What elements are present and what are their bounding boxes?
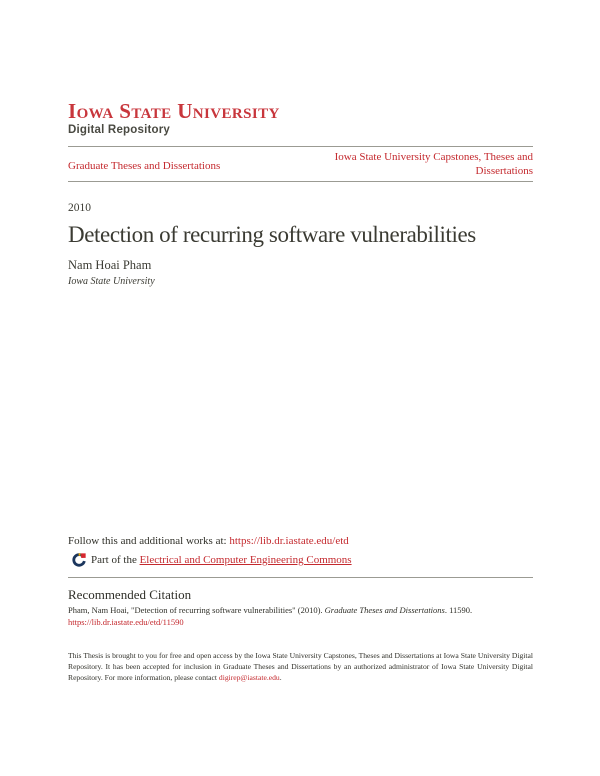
part-of-line [72, 553, 352, 567]
logo-university-name: Iowa State University [68, 99, 280, 123]
statement-period: . [279, 673, 282, 682]
contact-email-link[interactable]: digirep@iastate.edu [218, 673, 280, 682]
commons-link[interactable]: Electrical and Computer Engineering Commons [139, 554, 352, 566]
citation-before-italic: Pham, Nam Hoai, "Detection of recurring software vulnerabilities" (2010). [68, 605, 325, 615]
statement-text: This Thesis is brought to you for free and open access by the Iowa State University Capstones, Theses and Dissertations at Iowa State University Digital Repository. It has been accepted for inclusion in Graduate Theses and Dissertations by an authorized administrator of Iowa State University Digital Repository. For more information, please contact [68, 651, 533, 682]
publication-year: 2010 [68, 202, 91, 214]
digital-commons-icon [72, 553, 86, 567]
logo-subtitle: Digital Repository [68, 124, 171, 136]
follow-works-text: Follow this and additional works at: [68, 535, 230, 547]
part-of-text: Part of the [91, 554, 137, 566]
series-header [68, 150, 533, 178]
divider-citation [68, 577, 533, 578]
author-name: Nam Hoai Pham [68, 258, 152, 272]
citation-after-italic: . 11590. [444, 605, 473, 615]
series-link-left[interactable]: Graduate Theses and Dissertations [68, 160, 221, 172]
citation-text [68, 605, 533, 628]
divider-top [68, 146, 533, 147]
repository-statement [68, 650, 533, 683]
isu-digital-repository-logo [68, 101, 280, 136]
divider-header [68, 181, 533, 182]
etd-collection-link[interactable]: https://lib.dr.iastate.edu/etd [229, 535, 349, 547]
series-link-right[interactable]: Iowa State University Capstones, Theses and Dissertations [334, 151, 533, 177]
citation-url-link[interactable]: https://lib.dr.iastate.edu/etd/11590 [68, 617, 184, 627]
author-affiliation: Iowa State University [68, 276, 155, 287]
citation-series-italic: Graduate Theses and Dissertations [324, 605, 445, 615]
recommended-citation-heading: Recommended Citation [68, 587, 192, 602]
follow-works-line [68, 535, 349, 547]
thesis-title: Detection of recurring software vulnerabilities [68, 222, 476, 247]
